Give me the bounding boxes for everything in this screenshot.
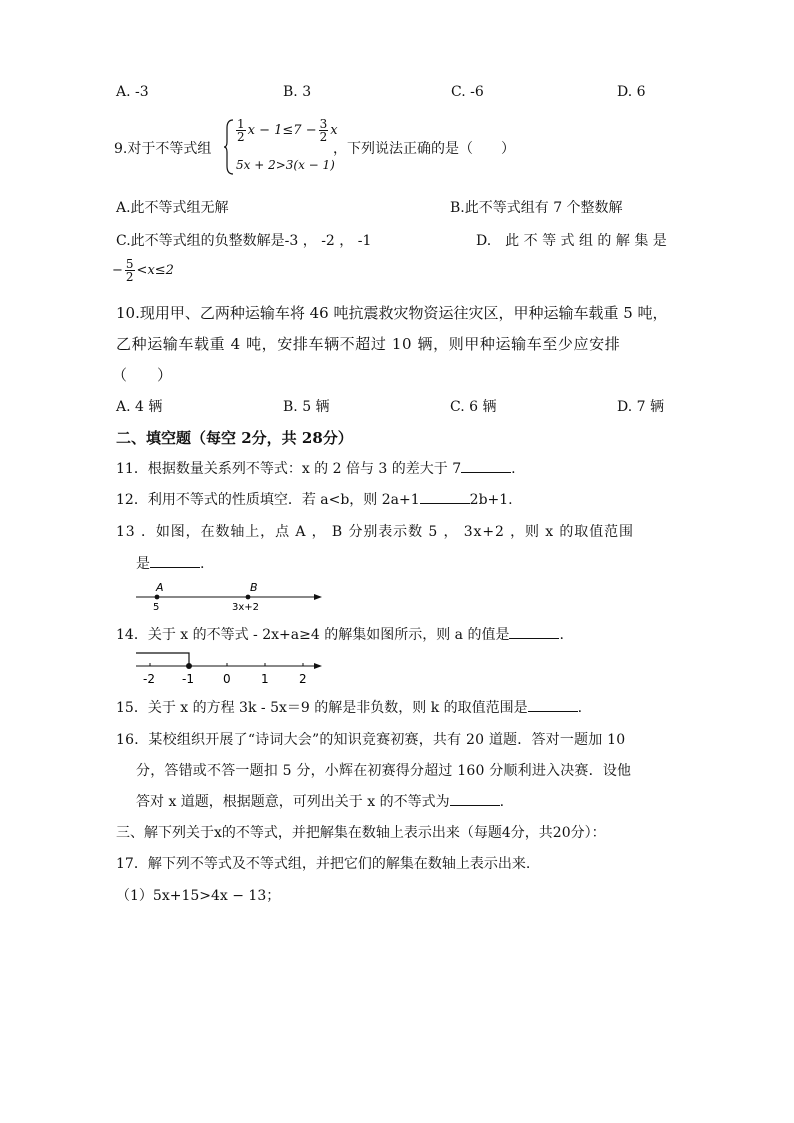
q10-option-b: B. 5 辆 bbox=[283, 399, 330, 415]
tick-label-1: 1 bbox=[261, 672, 269, 686]
q9-line1 bbox=[234, 118, 338, 143]
q9-frac1-num: 1 bbox=[237, 117, 245, 131]
q9-line1-end: x bbox=[330, 123, 338, 138]
q9-line2: 5x + 2>3(x − 1) bbox=[236, 158, 335, 172]
point-b bbox=[246, 595, 251, 600]
q13-line2-text: 是 bbox=[136, 556, 150, 572]
q9-frac1-den: 2 bbox=[237, 130, 245, 144]
q11-text: 11．根据数量关系列不等式：x 的 2 倍与 3 的差大于 7 bbox=[116, 461, 462, 477]
question-15 bbox=[116, 697, 582, 717]
solution-ray bbox=[136, 653, 189, 666]
tick-label-0: 0 bbox=[223, 672, 231, 686]
q13-answer-blank[interactable] bbox=[150, 554, 200, 568]
q14-text: 14．关于 x 的不等式 - 2x+a≥4 的解集如图所示，则 a 的值是 bbox=[116, 627, 510, 643]
q13-line2 bbox=[136, 553, 204, 573]
q12-answer-blank[interactable] bbox=[420, 490, 470, 504]
q14-number-line bbox=[132, 646, 327, 688]
q14-end: . bbox=[559, 627, 564, 643]
label-b: B bbox=[250, 581, 258, 594]
q13-line1: 13 ．如图，在数轴上，点 A ， B 分别表示数 5 ， 3x+2 ，则 x 的取值范围 bbox=[116, 524, 634, 540]
q9-frac2-num: 3 bbox=[319, 117, 328, 131]
q16-line2: 分，答错或不答一题扣 5 分，小辉在初赛得分超过 160 分顺利进入决赛．设他 bbox=[136, 763, 632, 779]
value-a: 5 bbox=[153, 602, 160, 613]
q13-number-line bbox=[132, 578, 327, 614]
arrow-head bbox=[314, 594, 322, 600]
q8-option-b: B. 3 bbox=[283, 84, 312, 100]
q9-option-d-solution bbox=[112, 258, 174, 283]
q16-line3 bbox=[136, 791, 504, 811]
q9-option-b: B.此不等式组有 7 个整数解 bbox=[450, 200, 623, 216]
q15-answer-blank[interactable] bbox=[528, 698, 578, 712]
q14-answer-blank[interactable] bbox=[509, 625, 559, 639]
q10-line3: （ ） bbox=[112, 366, 173, 384]
q9-option-a: A.此不等式组无解 bbox=[116, 200, 229, 216]
section-3-heading: 三、解下列关于x的不等式，并把解集在数轴上表示出来（每题4分，共20分）： bbox=[116, 825, 606, 841]
q9-line1-mid: x − 1≤7 − bbox=[247, 123, 317, 138]
q17-sub1: （1）5x+15>4x − 13； bbox=[116, 888, 281, 904]
q9-frac2-den: 2 bbox=[319, 130, 328, 144]
section-2-heading: 二、填空题（每空 2分，共 28分） bbox=[116, 429, 353, 447]
q9-d-den: 2 bbox=[125, 270, 134, 284]
question-12 bbox=[116, 489, 513, 509]
q9-d-tail: <x≤2 bbox=[136, 263, 174, 278]
q9-suffix: ，下列说法正确的是（ ） bbox=[333, 141, 515, 157]
q9-option-c: C.此不等式组的负整数解是-3 ， -2 ， -1 bbox=[116, 233, 372, 249]
arrow-head bbox=[314, 663, 322, 669]
point-a bbox=[155, 595, 160, 600]
tick-label-neg2: -2 bbox=[143, 672, 155, 686]
q16-end: . bbox=[499, 794, 505, 810]
q9-prefix: 9.对于不等式组 bbox=[114, 141, 212, 157]
q12-end: 2b+1. bbox=[469, 492, 513, 508]
q13-end: . bbox=[200, 556, 205, 572]
q10-line1: 10.现用甲、乙两种运输车将 46 吨抗震救灾物资运往灾区，甲种运输车载重 5 吨， bbox=[116, 304, 668, 322]
minus-sign: − bbox=[112, 263, 123, 278]
q10-option-d: D. 7 辆 bbox=[617, 399, 664, 415]
q16-answer-blank[interactable] bbox=[450, 792, 500, 806]
q14-line bbox=[116, 624, 564, 644]
q9-d-num: 5 bbox=[125, 257, 134, 271]
q16-line1: 16．某校组织开展了“诗词大会”的知识竞赛初赛，共有 20 道题．答对一题加 10 bbox=[116, 732, 626, 748]
q8-option-d: D. 6 bbox=[617, 84, 646, 100]
value-b: 3x+2 bbox=[232, 602, 260, 613]
q10-option-c: C. 6 辆 bbox=[450, 399, 497, 415]
system-brace bbox=[224, 118, 234, 176]
q8-option-c: C. -6 bbox=[451, 84, 484, 100]
q15-end: . bbox=[577, 700, 583, 716]
q9-option-d: D. 此 不 等 式 组 的 解 集 是 bbox=[476, 233, 667, 249]
q11-answer-blank[interactable] bbox=[461, 459, 511, 473]
label-a: A bbox=[156, 581, 164, 594]
q17-line1: 17．解下列不等式及不等式组，并把它们的解集在数轴上表示出来. bbox=[116, 856, 531, 872]
q15-text: 15．关于 x 的方程 3k - 5x＝9 的解是非负数，则 k 的取值范围是 bbox=[116, 700, 528, 716]
q16-line3-text: 答对 x 道题，根据题意，可列出关于 x 的不等式为 bbox=[136, 794, 450, 810]
q8-option-a: A. -3 bbox=[116, 84, 149, 100]
question-11 bbox=[116, 458, 516, 478]
q12-text: 12．利用不等式的性质填空．若 a<b，则 2a+1 bbox=[116, 492, 420, 508]
q11-end: . bbox=[511, 461, 516, 477]
q10-option-a: A. 4 辆 bbox=[116, 399, 163, 415]
tick-label-2: 2 bbox=[299, 672, 307, 686]
tick-label-neg1: -1 bbox=[182, 672, 194, 686]
q10-line2: 乙种运输车载重 4 吨，安排车辆不超过 10 辆，则甲种运输车至少应安排 bbox=[116, 335, 621, 353]
